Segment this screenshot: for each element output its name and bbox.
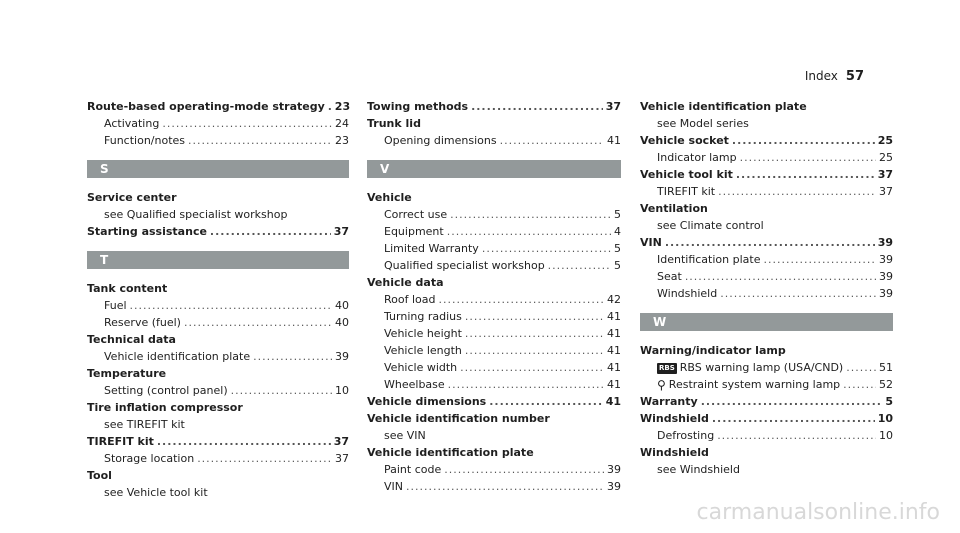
- index-entry-rbs-warning-lamp-usa-cnd: [640, 359, 893, 376]
- entry-title-text: Storage location: [104, 452, 195, 465]
- index-entry-vin: [640, 234, 893, 251]
- entry-title-text: see Windshield: [657, 463, 740, 476]
- index-entry-paint-code: [367, 461, 621, 478]
- index-entry-technical-data: [87, 331, 349, 348]
- entry-title-text: Defrosting: [657, 429, 715, 442]
- leader-dots: [444, 461, 604, 478]
- entry-page-number: 41: [607, 310, 621, 323]
- entry-title-text: Opening dimensions: [384, 134, 497, 147]
- entry-list: [367, 189, 621, 495]
- entry-page-number: 37: [879, 185, 893, 198]
- entry-title-text: Restraint system warning lamp: [668, 378, 841, 391]
- entry-title: [384, 240, 479, 257]
- entry-title: [104, 314, 181, 331]
- entry-title: [87, 223, 207, 240]
- entry-title: [640, 98, 807, 115]
- entry-title: [384, 376, 445, 393]
- entry-title-text: Vehicle socket: [640, 134, 729, 147]
- entry-title-text: Roof load: [384, 293, 436, 306]
- index-entry-tirefit-kit: [87, 433, 349, 450]
- index-entry-indicator-lamp: [640, 149, 893, 166]
- entry-title-text: Ventilation: [640, 202, 708, 215]
- entry-title-text: see Qualified specialist workshop: [104, 208, 288, 221]
- index-entry-vehicle-identification-plate: [367, 444, 621, 461]
- entry-page-number: 39: [607, 480, 621, 493]
- leader-dots: [763, 251, 876, 268]
- entry-title: [87, 399, 243, 416]
- entry-title-text: Vehicle width: [384, 361, 458, 374]
- leader-dots: [130, 297, 332, 314]
- entry-title-text: Vehicle tool kit: [640, 168, 733, 181]
- leader-dots: [231, 382, 332, 399]
- index-entry-storage-location: [87, 450, 349, 467]
- entry-page-number: 52: [879, 378, 893, 391]
- entry-title-text: Vehicle height: [384, 327, 462, 340]
- leader-dots: [253, 348, 332, 365]
- section-header-t: T: [87, 251, 349, 269]
- leader-dots: [447, 223, 611, 240]
- entry-title: [87, 98, 325, 115]
- index-entry-tirefit-kit: [640, 183, 893, 200]
- entry-title-text: Tank content: [87, 282, 168, 295]
- entry-title: [640, 200, 708, 217]
- entry-title-text: Route-based operating-mode strategy: [87, 100, 325, 113]
- entry-title-text: Vehicle identification number: [367, 412, 550, 425]
- entry-title-text: Towing methods: [367, 100, 469, 113]
- entry-title-text: Vehicle data: [367, 276, 444, 289]
- entry-title: [657, 115, 749, 132]
- entry-title: [657, 268, 682, 285]
- entry-title: [384, 308, 462, 325]
- index-entry-tank-content: [87, 280, 349, 297]
- index-entry-qualified-specialist-workshop: [367, 257, 621, 274]
- entry-title-text: Vehicle: [367, 191, 412, 204]
- entry-page-number: 25: [879, 151, 893, 164]
- entry-title: [104, 115, 159, 132]
- leader-dots: [720, 285, 876, 302]
- leader-dots: [685, 268, 876, 285]
- index-entry-vin: [367, 478, 621, 495]
- entry-title: [384, 257, 545, 274]
- entry-title: [657, 427, 714, 444]
- entry-page-number: 25: [877, 134, 893, 147]
- entry-title: [640, 132, 729, 149]
- leader-dots: [712, 410, 875, 427]
- entry-title: [657, 183, 715, 200]
- entry-title-text: see TIREFIT kit: [104, 418, 185, 431]
- entry-title-text: Technical data: [87, 333, 176, 346]
- index-entry-identification-plate: [640, 251, 893, 268]
- entry-page-number: 39: [879, 253, 893, 266]
- leader-dots: [188, 132, 332, 149]
- entry-page-number: 39: [607, 463, 621, 476]
- index-entry-function-notes: [87, 132, 349, 149]
- index-entry-see-vehicle-tool-kit: [87, 484, 349, 501]
- leader-dots: [701, 393, 883, 410]
- entry-page-number: 41: [607, 378, 621, 391]
- entry-list: [87, 189, 349, 240]
- entry-list: [367, 98, 621, 149]
- leader-dots: [500, 132, 604, 149]
- index-entry-vehicle-socket: [640, 132, 893, 149]
- index-entry-reserve-fuel: [87, 314, 349, 331]
- index-entry-seat: [640, 268, 893, 285]
- entry-title-text: Equipment: [384, 225, 444, 238]
- entry-title: [87, 365, 166, 382]
- entry-page-number: 37: [877, 168, 893, 181]
- entry-page-number: 5: [614, 208, 621, 221]
- index-entry-opening-dimensions: [367, 132, 621, 149]
- index-entry-vehicle-height: [367, 325, 621, 342]
- index-entry-ventilation: [640, 200, 893, 217]
- leader-dots: [157, 433, 331, 450]
- index-entry-setting-control-panel: [87, 382, 349, 399]
- leader-dots: [328, 98, 332, 115]
- index-entry-vehicle-width: [367, 359, 621, 376]
- entry-page-number: 23: [334, 100, 351, 113]
- entry-page-number: 5: [614, 259, 621, 272]
- index-entry-see-qualified-specialist-workshop: [87, 206, 349, 223]
- entry-title-text: Correct use: [384, 208, 448, 221]
- page-number: 57: [845, 69, 864, 84]
- index-entry-roof-load: [367, 291, 621, 308]
- index-entry-see-model-series: [640, 115, 893, 132]
- index-entry-activating: [87, 115, 349, 132]
- leader-dots: [482, 240, 611, 257]
- index-entry-limited-warranty: [367, 240, 621, 257]
- leader-dots: [736, 166, 875, 183]
- entry-title-text: see Vehicle tool kit: [104, 486, 208, 499]
- leader-dots: [471, 98, 603, 115]
- entry-title-text: Windshield: [657, 287, 718, 300]
- entry-title: [384, 427, 426, 444]
- index-entry-warning-indicator-lamp: [640, 342, 893, 359]
- entry-list: [640, 98, 893, 302]
- leader-dots: [450, 206, 611, 223]
- leader-dots: [843, 376, 876, 393]
- entry-page-number: 37: [333, 225, 349, 238]
- entry-title-text: RBS warning lamp (USA/CND): [679, 361, 844, 374]
- index-entry-windshield: [640, 285, 893, 302]
- section-header-w: W: [640, 313, 893, 331]
- entry-title: [367, 274, 444, 291]
- entry-page-number: 40: [335, 299, 349, 312]
- entry-title-text: Vehicle identification plate: [367, 446, 534, 459]
- index-column-2: [367, 98, 621, 495]
- entry-title-text: Service center: [87, 191, 177, 204]
- index-entry-wheelbase: [367, 376, 621, 393]
- leader-dots: [162, 115, 332, 132]
- entry-title-text: Temperature: [87, 367, 167, 380]
- entry-title-text: Vehicle length: [384, 344, 462, 357]
- leader-dots: [732, 132, 875, 149]
- leader-dots: [460, 359, 604, 376]
- entry-title: [657, 461, 740, 478]
- entry-title-text: Paint code: [384, 463, 442, 476]
- entry-title: [384, 359, 457, 376]
- entry-title: [87, 467, 112, 484]
- entry-title: [87, 189, 177, 206]
- entry-page-number: 39: [877, 236, 893, 249]
- entry-title-text: Vehicle identification plate: [104, 350, 251, 363]
- leader-dots: [184, 314, 332, 331]
- entry-title-text: Warning/indicator lamp: [640, 344, 786, 357]
- index-entry-vehicle-identification-plate: [87, 348, 349, 365]
- entry-title: [87, 433, 154, 450]
- index-entry-defrosting: [640, 427, 893, 444]
- entry-title-text: Vehicle dimensions: [367, 395, 487, 408]
- entry-title-text: TIREFIT kit: [87, 435, 154, 448]
- entry-title-text: TIREFIT kit: [657, 185, 716, 198]
- section-header-v: V: [367, 160, 621, 178]
- entry-title-text: Windshield: [640, 446, 709, 459]
- index-entry-restraint-system-warning-lamp: [640, 376, 893, 393]
- index-entry-equipment: [367, 223, 621, 240]
- entry-page-number: 41: [605, 395, 621, 408]
- index-entry-turning-radius: [367, 308, 621, 325]
- watermark: carmanualsonline.info: [696, 500, 940, 525]
- entry-title-text: Windshield: [640, 412, 709, 425]
- index-entry-route-based-operating-mode-strategy: [87, 98, 349, 115]
- section-label: Index: [804, 69, 838, 83]
- entry-title: [640, 234, 662, 251]
- leader-dots: [439, 291, 605, 308]
- entry-page-number: 41: [607, 344, 621, 357]
- entry-title: [640, 410, 709, 427]
- index-entry-see-windshield: [640, 461, 893, 478]
- entry-title-text: Tool: [87, 469, 112, 482]
- index-column-1: [87, 98, 349, 501]
- entry-title-text: see Climate control: [657, 219, 764, 232]
- entry-title: [384, 325, 462, 342]
- entry-page-number: 39: [335, 350, 349, 363]
- index-entry-vehicle-tool-kit: [640, 166, 893, 183]
- entry-page-number: 42: [607, 293, 621, 306]
- entry-page-number: 37: [333, 435, 349, 448]
- entry-page-number: 39: [879, 287, 893, 300]
- entry-title: [640, 342, 786, 359]
- entry-title: [367, 410, 550, 427]
- leader-dots: [465, 342, 604, 359]
- entry-page-number: 41: [607, 134, 621, 147]
- entry-page-number: 40: [335, 316, 349, 329]
- index-entry-windshield: [640, 410, 893, 427]
- leader-dots: [846, 359, 876, 376]
- index-entry-warranty: [640, 393, 893, 410]
- entry-title: [104, 416, 185, 433]
- section-header-s: S: [87, 160, 349, 178]
- index-entry-towing-methods: [367, 98, 621, 115]
- entry-title: [367, 189, 412, 206]
- entry-title: [384, 478, 403, 495]
- index-entry-correct-use: [367, 206, 621, 223]
- index-entry-vehicle-length: [367, 342, 621, 359]
- entry-page-number: 23: [335, 134, 349, 147]
- entry-title-text: Warranty: [640, 395, 698, 408]
- entry-title: [384, 206, 447, 223]
- restraint-system-icon: ⚲: [657, 377, 666, 392]
- index-entry-see-vin: [367, 427, 621, 444]
- entry-title-text: Identification plate: [657, 253, 761, 266]
- index-entry-windshield: [640, 444, 893, 461]
- entry-title-text: Qualified specialist workshop: [384, 259, 545, 272]
- leader-dots: [465, 325, 604, 342]
- entry-title-text: Activating: [104, 117, 160, 130]
- entry-page-number: 5: [885, 395, 893, 408]
- entry-list: [640, 342, 893, 478]
- leader-dots: [448, 376, 604, 393]
- index-entry-vehicle-identification-plate: [640, 98, 893, 115]
- entry-title: [657, 149, 737, 166]
- entry-title: [367, 98, 468, 115]
- entry-page-number: 51: [879, 361, 893, 374]
- leader-dots: [489, 393, 602, 410]
- index-entry-vehicle-dimensions: [367, 393, 621, 410]
- entry-title: [367, 444, 534, 461]
- index-entry-fuel: [87, 297, 349, 314]
- leader-dots: [548, 257, 611, 274]
- index-entry-vehicle-identification-number: [367, 410, 621, 427]
- entry-title: [104, 450, 194, 467]
- entry-title-text: Reserve (fuel): [104, 316, 181, 329]
- rbs-warning-icon: RBS: [659, 363, 675, 372]
- page-header: [805, 69, 864, 84]
- entry-title-text: Limited Warranty: [384, 242, 479, 255]
- entry-title-text: Vehicle identification plate: [640, 100, 807, 113]
- entry-page-number: 41: [607, 327, 621, 340]
- index-column-3: [640, 98, 893, 478]
- entry-title: [657, 359, 843, 376]
- entry-title-text: Seat: [657, 270, 682, 283]
- entry-page-number: 10: [335, 384, 349, 397]
- entry-title-text: Wheelbase: [384, 378, 445, 391]
- entry-title: [87, 280, 167, 297]
- entry-title-text: Fuel: [104, 299, 127, 312]
- index-entry-service-center: [87, 189, 349, 206]
- entry-title-text: VIN: [384, 480, 403, 493]
- entry-title: [367, 393, 486, 410]
- entry-page-number: 37: [335, 452, 349, 465]
- entry-title-text: see Model series: [657, 117, 749, 130]
- entry-page-number: 37: [605, 100, 621, 113]
- entry-title: [657, 376, 840, 393]
- entry-title: [640, 166, 733, 183]
- leader-dots: [406, 478, 604, 495]
- entry-title-text: VIN: [640, 236, 662, 249]
- entry-title-text: Setting (control panel): [104, 384, 228, 397]
- index-entry-trunk-lid: [367, 115, 621, 132]
- entry-title: [104, 484, 208, 501]
- entry-title: [657, 285, 717, 302]
- leader-dots: [210, 223, 331, 240]
- entry-title-text: Function/notes: [104, 134, 186, 147]
- index-entry-vehicle: [367, 189, 621, 206]
- entry-title: [640, 393, 698, 410]
- leader-dots: [197, 450, 332, 467]
- entry-title: [87, 331, 176, 348]
- entry-title: [384, 132, 497, 149]
- entry-title: [104, 206, 287, 223]
- index-entry-starting-assistance: [87, 223, 349, 240]
- entry-title: [384, 461, 441, 478]
- leader-dots: [740, 149, 876, 166]
- entry-page-number: 4: [614, 225, 621, 238]
- entry-title-text: Turning radius: [384, 310, 462, 323]
- leader-dots: [665, 234, 875, 251]
- entry-title-text: see VIN: [384, 429, 426, 442]
- entry-page-number: 10: [877, 412, 893, 425]
- index-entry-tire-inflation-compressor: [87, 399, 349, 416]
- entry-page-number: 5: [614, 242, 621, 255]
- leader-dots: [718, 183, 876, 200]
- entry-page-number: 41: [607, 361, 621, 374]
- leader-dots: [465, 308, 604, 325]
- entry-page-number: 24: [335, 117, 349, 130]
- leader-dots: [717, 427, 876, 444]
- index-entry-see-tirefit-kit: [87, 416, 349, 433]
- entry-title-text: Tire inflation compressor: [87, 401, 243, 414]
- entry-title: [384, 223, 444, 240]
- entry-title: [104, 382, 228, 399]
- entry-title-text: Starting assistance: [87, 225, 207, 238]
- index-entry-tool: [87, 467, 349, 484]
- entry-title: [640, 444, 709, 461]
- entry-page-number: 10: [879, 429, 893, 442]
- entry-title: [384, 342, 462, 359]
- entry-title: [104, 297, 127, 314]
- entry-title: [384, 291, 436, 308]
- index-entry-see-climate-control: [640, 217, 893, 234]
- entry-title-text: Trunk lid: [367, 117, 421, 130]
- entry-title: [367, 115, 421, 132]
- entry-title: [657, 217, 764, 234]
- entry-page-number: 39: [879, 270, 893, 283]
- entry-list: [87, 98, 349, 149]
- index-entry-temperature: [87, 365, 349, 382]
- entry-title: [104, 132, 185, 149]
- index-entry-vehicle-data: [367, 274, 621, 291]
- entry-list: [87, 280, 349, 501]
- entry-title-text: Indicator lamp: [657, 151, 737, 164]
- entry-title: [104, 348, 250, 365]
- entry-title: [657, 251, 760, 268]
